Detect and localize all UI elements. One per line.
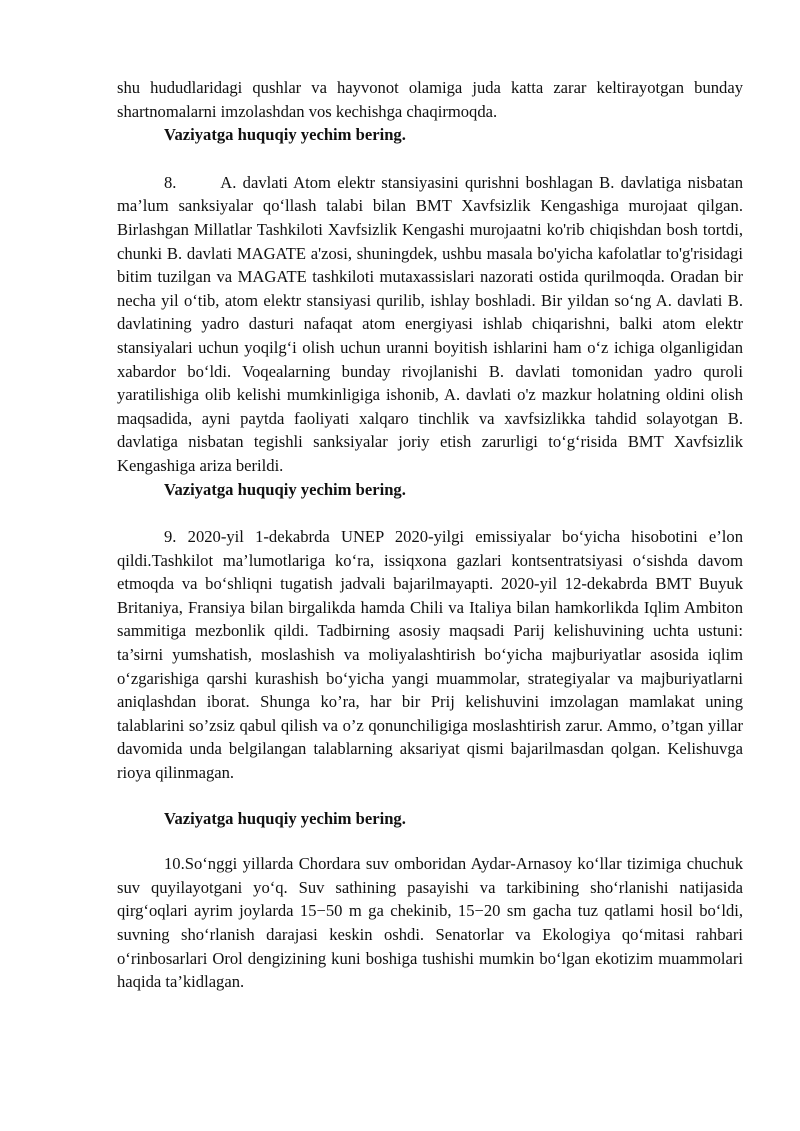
intro-paragraph: shu hududlaridagi qushlar va hayvonot olamiga juda katta zarar keltirayotgan bunday shartnomalarni imzolashdan vos kechishga chaqirmoqda. (117, 78, 743, 121)
task-heading-3: Vaziyatga huquqiy yechim bering. (164, 808, 406, 828)
task-heading-1: Vaziyatga huquqiy yechim bering. (164, 125, 406, 145)
document-page (117, 76, 743, 994)
task-heading-2: Vaziyatga huquqiy yechim bering. (164, 479, 406, 499)
case-10-paragraph: 10.So‘nggi yillarda Chordara suv omboridan Aydar-Arnasoy ko‘llar tizimiga chuchuk suv quyilayotgani yo‘q. Suv sathining pasayishi va tarkibining sho‘rlanishi natijasida qirg‘oqlari ayrim joylarda 15−50 m ga chekinib, 15−20 sm gacha tuz qatlami hosil bo‘ldi, suvning sho‘rlanish darajasi keskin oshdi. Senatorlar va Ekologiya qo‘mitasi rahbari o‘rinbosarlari Orol dengizining kuni boshiga tushishi mumkin bo‘lgan ekotizim muammolari haqida ta’kidlagan. (117, 854, 743, 992)
case-8-paragraph: 8. A. davlati Atom elektr stansiyasini qurishni boshlagan B. davlatiga nisbatan ma’lum sanksiyalar qo‘llash talabi bilan BMT Xavfsizlik Kengashiga murojaat qilgan. Birlashgan Millatlar Tashkiloti Xavfsizlik Kengashi murojaatni ko'rib chiqishdan bosh tortdi, chunki B. davlati MAGATE a'zosi, shuningdek, ushbu masala bo'yicha kafolatlar to'g'risidagi bitim tuzilgan va MAGATE tashkiloti mutaxassislari nazorati ostida qurilmoqda. Oradan bir necha yil o‘tib, atom elektr stansiyasi qurilib, ishlay boshladi. Bir yildan so‘ng A. davlati B. davlatining yadro dasturi nafaqat atom energiyasi ishlab chiqarishni, balki atom elektr stansiyalari uchun yoqilg‘i olish uchun uranni boyitish ishlarini ham o‘z ichiga olganligidan xabardor bo‘ldi. Voqealarning bunday rivojlanishi B. davlati tomonidan yadro quroli yaratilishiga olib kelishi mumkinligiga ishonib, A. davlati o'z mazkur holatning oldini olish maqsadida, ayni paytda faoliyati xalqaro tinchlik va xavfsizlikka tahdid solayotgan B. davlatiga nisbatan tegishli sanksiyalar joriy etish zarurligi to‘g‘risida BMT Xavfsizlik Kengashiga ariza berildi. (117, 172, 743, 475)
case-9-paragraph: 9. 2020-yil 1-dekabrda UNEP 2020-yilgi emissiyalar bo‘yicha hisobotini e’lon qildi.Tashkilot ma’lumotlariga ko‘ra, issiqxona gazlari kontsentratsiyasi o‘sishda davom etmoqda va bo‘shliqni tugatish jadvali bajarilmayapti. 2020-yil 12-dekabrda BMT Buyuk Britaniya, Fransiya bilan birgalikda hamda Chili va Italiya bilan hamkorlikda Iqlim Ambiton sammitiga mezbonlik qildi. Tadbirning asosiy maqsadi Parij kelishuvining uchta ustuni: ta’sirni yumshatish, moslashish va moliyalashtirish bo‘yicha majburiyatlar asosida iqlim o‘zgarishiga qarshi kurashish bo‘yicha yangi muammolar, strategiyalar va majburiyatlarni aniqlashdan iborat. Shunga ko’ra, har bir Prij kelishuvini imzolagan mamlakat uning talablarini so’zsiz qabul qilish va o’z qonunchiligiga moslashtirish zarur. Ammo, o’tgan yillar davomida unda belgilangan talablarning aksariyat qismi bajarilmasdan qolgan. Kelishuvga rioya qilinmagan. (117, 527, 743, 783)
